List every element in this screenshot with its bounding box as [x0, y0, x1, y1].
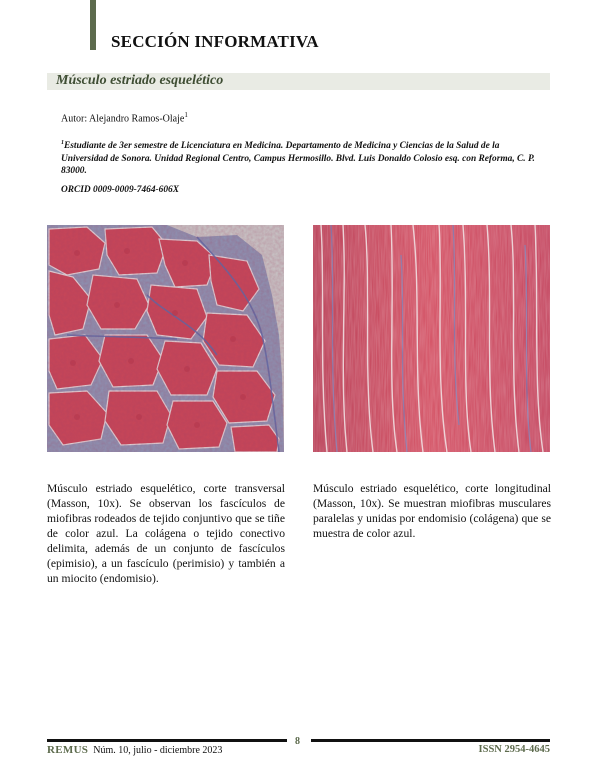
issue-info: Núm. 10, julio - diciembre 2023 [93, 745, 223, 756]
footer-rule-left [47, 739, 287, 742]
article-title: Músculo estriado esquelético [56, 73, 224, 88]
author-line [61, 111, 188, 124]
journal-name: REMUS [47, 744, 89, 756]
micrograph-transverse [47, 225, 284, 452]
affiliation-text: Estudiante de 3er semestre de Licenciatura en Medicina. Departamento de Medicina y Ciencias de la Salud de la Universidad de Sonora. Unidad Regional Centro, Campus Hermosillo. Blvd. Luis Donaldo Colosio esq. con Reforma, C. P. 83000. [61, 141, 535, 177]
page-number: 8 [295, 736, 300, 747]
issn: ISSN 2954-4645 [478, 744, 550, 755]
footer-rule-right [311, 739, 550, 742]
caption-longitudinal: Músculo estriado esquelético, corte longitudinal (Masson, 10x). Se muestran miofibras musculares paralelas y unidas por endomisio (colágena) que se muestra de color azul. [313, 482, 551, 540]
section-title: SECCIÓN INFORMATIVA [111, 32, 319, 51]
footer-journal-info [47, 744, 222, 756]
author-name: Autor: Alejandro Ramos-Olaje [61, 113, 185, 125]
affiliation-footnote-mark: 1 [61, 140, 64, 146]
affiliation [61, 137, 539, 178]
caption-transverse: Músculo estriado esquelético, corte transversal (Masson, 10x). Se observan los fascículos de miofibras rodeados de tejido conjuntivo que se tiñe de color azul. La colágena o tejido conectivo delimita, además de un conjunto de fascículos (epimisio), a un fascículo (perimisio) y también a un miocito (endomisio). [47, 482, 285, 585]
orcid: ORCID 0009-0009-7464-606X [61, 185, 179, 195]
author-footnote-mark: 1 [184, 111, 188, 119]
micrograph-longitudinal [313, 225, 550, 452]
header-accent-bar [90, 0, 96, 50]
